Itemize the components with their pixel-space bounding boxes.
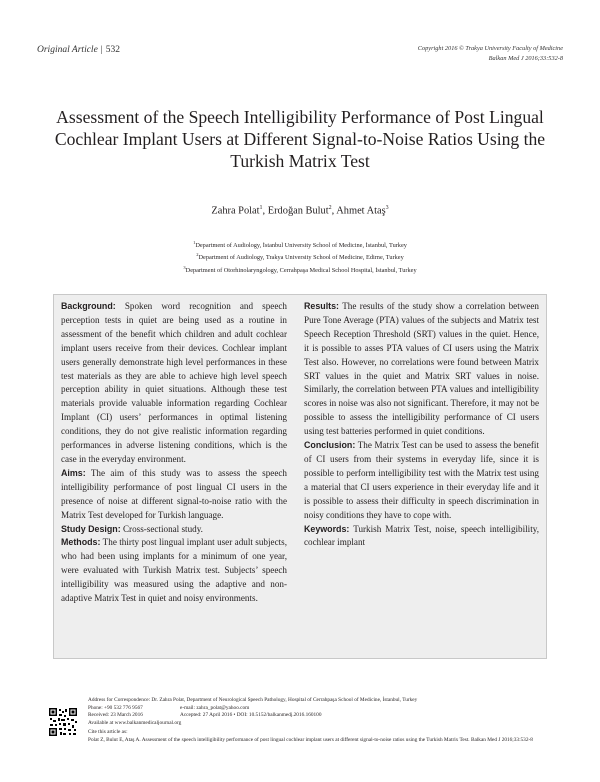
author-affil-mark: 1 (259, 205, 263, 211)
author-separator: , (331, 205, 337, 217)
accepted-doi: Accepted: 27 April 2016 • DOI: 10.5152/balkanmedj.2016.160100 (180, 712, 322, 719)
cite-text: Polat Z, Bulut E, Ataş A. Assessment of the speech intelligibility performance of post lingual cochlear implant users at different signal-to-noise ratios using the Turkish Matrix Test. Balkan Med J 2016;33:532-8 (88, 736, 533, 743)
affiliation-line (0, 250, 600, 262)
section-label: Keywords: (304, 523, 350, 534)
section-label: Study Design: (61, 523, 121, 534)
section-text: The thirty post lingual implant user adult subjects, who had been using implants for a minimum of one year, were evaluated with Turkish Matrix test. Subjects’ speech intelligibility was measured using the adaptive and non-adaptive Matrix Test in quiet and noisy environments. (61, 537, 287, 604)
author-name: Zahra Polat (211, 205, 260, 217)
copyright-line: Copyright 2016 © Trakya University Faculty of Medicine (417, 45, 563, 52)
section-text: The results of the study show a correlation between Pure Tone Average (PTA) values of the subjects and Matrix test Speech Reception Threshold (SRT) values in the quiet. Hence, it is possible to asses PTA values of CI users using the Matrix Test also. However, no correlations were found between Matrix SRT values in the quiet and Matrix SRT values in noise. Similarly, the correlation between PTA values and intelligibility scores in noise was also not significant. Therefore, it may not be possible to assess the intelligibility performance of CI users using test batteries performed in quiet conditions. (304, 301, 539, 437)
cite-label: Cite this article as: (88, 729, 128, 736)
author-name: Ahmet Ataş (336, 205, 386, 217)
section-label: Results: (304, 301, 340, 311)
abstract-methods (61, 536, 287, 606)
availability: Available at www.balkanmedicaljournal.org (88, 719, 182, 726)
affiliation-text: Department of Audiology, Trakya University School of Medicine, Edirne, Turkey (198, 254, 404, 262)
journal-citation-short: Balkan Med J 2016;33:532-8 (488, 55, 563, 62)
affiliation-text: Department of Otorhinolaryngology, Cerrahpaşa Medical School Hospital, İstanbul, Turkey (185, 266, 417, 274)
abstract-aims (61, 467, 287, 523)
footer (88, 697, 568, 745)
author-separator: , (262, 205, 268, 217)
affiliation-line (0, 238, 600, 250)
qr-code-icon (48, 707, 78, 737)
section-text: Turkish Matrix Test, noise, speech intelligibility, cochlear implant (304, 523, 539, 548)
affiliation-mark: 2 (196, 252, 199, 258)
section-text: The aim of this study was to assess the speech intelligibility performance of post lingual CI users in the presence of noise at different signal-to-noise ratio with the Matrix Test developed for Turkish language. (61, 467, 287, 520)
section-label: Background: (61, 301, 116, 311)
section-text: Spoken word recognition and speech perception tests in quiet are being used as a routine in assessment of the benefit which children and adult cochlear implant users receive from their devices. Cochlear implant users generally demonstrate high level performances in these test materials as they are able to achieve high level speech perception ability in quiet situations. Although these test materials provide valuable information regarding Cochlear Implant (CI) users’ performances in optimal listening conditions, they do not give realistic information regarding performances in adverse listening conditions, which is the case in the everyday environment. (61, 301, 287, 464)
contact-line (88, 705, 568, 713)
page-number: 532 (105, 45, 120, 55)
abstract-column-left (61, 300, 287, 606)
section-text: The Matrix Test can be used to assess the benefit of CI users from their systems in everyday life, since it is possible to perform intelligibility test with the Matrix test using a material that CI users experience in their everyday life and it is possible to assess their difficulty in speech discrimination in noisy conditions they have to cope with. (304, 440, 539, 520)
email: e-mail: zahra_polat@yahoo.com (180, 704, 250, 711)
section-label: Conclusion: (304, 440, 356, 451)
running-header-right (323, 44, 563, 64)
abstract-background (61, 300, 287, 467)
abstract-design (61, 523, 287, 537)
abstract-results (304, 300, 539, 439)
running-header-left (37, 45, 120, 55)
dates-line (88, 712, 568, 720)
header-separator: | (100, 45, 103, 55)
correspondence-address: Address for Correspondence: Dr. Zahra Polat, Department of Neurological Speech Pathology, Hospital of Cerrahpaşa School of Medicine, İstanbul, Turkey (88, 697, 418, 703)
received-date: Received: 23 March 2016 (88, 712, 143, 719)
abstract-keywords (304, 523, 539, 551)
affiliation-text: Department of Audiology, İstanbul University School of Medicine, İstanbul, Turkey (195, 242, 407, 250)
section-label: Aims: (61, 467, 86, 478)
abstract-conclusion (304, 439, 539, 522)
section-label: Methods: (61, 537, 101, 548)
author-list (0, 205, 600, 216)
article-type: Original Article (37, 45, 98, 55)
author-affil-mark: 2 (328, 205, 332, 211)
affiliation-list (0, 238, 600, 275)
affiliation-mark: 3 (183, 264, 186, 270)
author-affil-mark: 3 (385, 205, 389, 211)
section-text: Cross-sectional study. (120, 523, 203, 534)
affiliation-mark: 1 (193, 240, 196, 245)
abstract-column-right (304, 300, 539, 550)
affiliation-line (0, 263, 600, 275)
article-title: Assessment of the Speech Intelligibility Performance of Post Lingual Cochlear Implant Users at Different Signal-to-Noise Ratios Using the Turkish Matrix Test (54, 107, 546, 171)
phone: Phone: +90 532 776 9567 (88, 704, 143, 711)
author-name: Erdoğan Bulut (267, 205, 329, 217)
